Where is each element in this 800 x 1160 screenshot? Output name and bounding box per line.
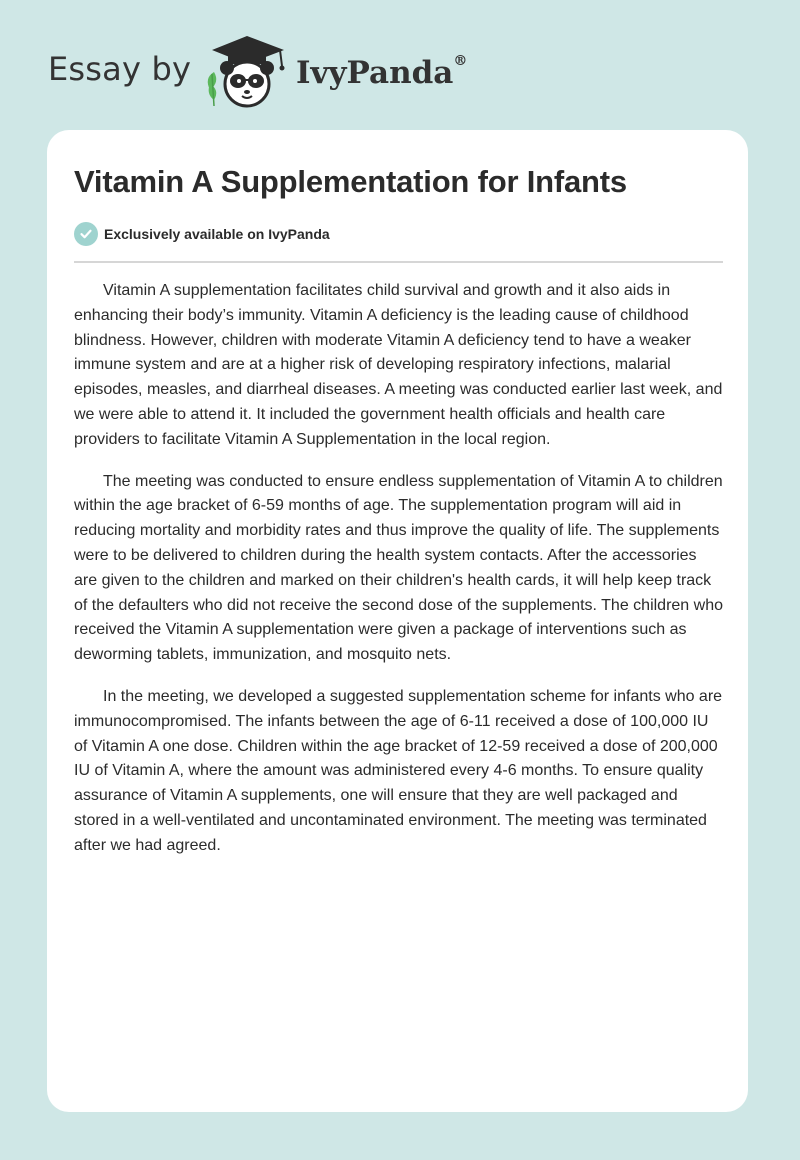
brand-text: IvyPanda [296,55,454,91]
page-title: Vitamin A Supplementation for Infants [74,164,627,199]
panda-graduate-icon [202,34,292,110]
divider [74,261,723,263]
essay-body [74,279,724,876]
essay-by-label: Essay by [48,50,192,88]
brand-name[interactable] [296,55,467,91]
essay-card [47,130,748,1112]
check-circle-icon [74,222,98,246]
paragraph: The meeting was conducted to ensure endless supplementation of Vitamin A to children within the age bracket of 6-59 months of age. The supplementation program will aid in reducing mortality and morbidity rates and thus improve the quality of life. The supplements were to be delivered to children during the health system contacts. After the accessories are given to the children and marked on their children's health cards, it will help keep track of the defaulters who did not receive the second dose of the supplements. The children who received the Vitamin A supplementation were given a package of interventions such as deworming tablets, immunization, and mosquito nets. [74,472,723,664]
paragraph: Vitamin A supplementation facilitates child survival and growth and it also aids in enhancing their body’s immunity. Vitamin A deficiency is the leading cause of childhood blindness. However, children with moderate Vitamin A deficiency tend to have a weaker immune system and are at a higher risk of developing respiratory infections, malarial episodes, measles, and diarrheal diseases. A meeting was conducted earlier last week, and we were able to attend it. It included the government health officials and health care providers to facilitate Vitamin A Supplementation in the local region. [74,282,723,448]
registered-mark: ® [453,53,468,69]
exclusive-badge [74,222,330,246]
site-header [0,0,800,130]
paragraph: In the meeting, we developed a suggested supplementation scheme for infants who are immunocompromised. The infants between the age of 6-11 received a dose of 100,000 IU of Vitamin A one dose. Children within the age bracket of 12-59 received a dose of 200,000 IU of Vitamin A, where the amount was administered every 4-6 months. To ensure quality assurance of Vitamin A supplements, one will ensure that they are well packaged and stored in a well-ventilated and uncontaminated environment. The meeting was terminated after we had agreed. [74,687,723,854]
exclusive-badge-label: Exclusively available on IvyPanda [104,226,330,242]
